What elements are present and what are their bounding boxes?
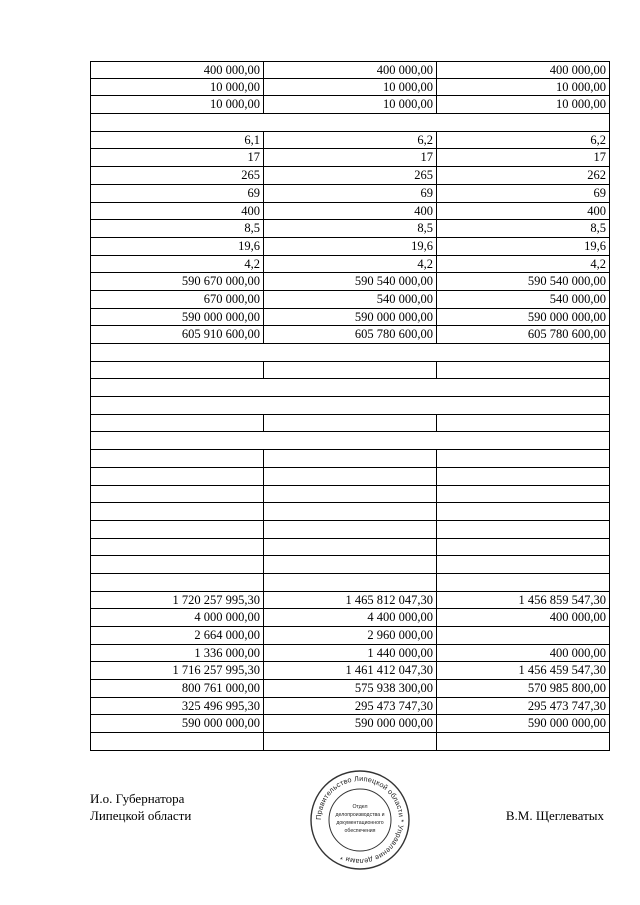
table-row [90,185,610,203]
stamp-center-line1: Отдел [352,804,368,810]
table-row [90,680,610,698]
table-cell: 295 473 747,30 [263,698,436,715]
table-cell: 400 000,00 [263,62,436,78]
table-row [90,132,610,150]
table-cell [91,344,264,361]
table-row [90,149,610,167]
table-cell: 6,2 [436,132,609,149]
table-cell: 1 716 257 995,30 [172,663,260,678]
table-row [90,114,610,132]
table-cell: 69 [247,185,260,200]
table-cell: 265 [263,167,436,184]
table-cell: 1 465 812 047,30 [263,592,436,609]
table-cell: 1 336 000,00 [194,645,260,660]
table-cell: 1 440 000,00 [263,645,436,662]
table-cell [436,556,609,573]
stamp-center-line2: делопроизводства и [335,812,385,818]
table-cell [91,468,263,485]
table-cell: 4 400 000,00 [263,609,436,626]
table-cell [91,521,263,538]
table-cell: 4,2 [436,256,609,273]
table-cell [436,450,609,467]
table-row [90,503,610,521]
stamp-center-line4: обеспечения [344,828,376,834]
table-cell: 605 780 600,00 [436,326,609,343]
table-cell: 670 000,00 [203,291,260,306]
table-row [90,574,610,592]
table-row [90,362,610,380]
table-row [90,609,610,627]
signatory-name: В.М. Щеглеватых [505,808,604,823]
table-cell [91,432,264,449]
table-cell: 590 540 000,00 [436,273,609,290]
table-row [90,273,610,291]
table-cell [436,344,609,361]
table-cell: 4,2 [244,256,260,271]
table-cell [263,733,436,750]
table-cell: 69 [436,185,609,202]
table-cell: 262 [436,167,609,184]
signatory-position [90,790,191,824]
table-row [90,556,610,574]
table-row [90,309,610,327]
table-cell [436,362,609,379]
table-cell [436,432,609,449]
table-cell [91,397,264,414]
table-cell [436,415,609,432]
table-cell: 400 [241,203,260,218]
table-cell [436,627,609,644]
table-row [90,450,610,468]
table-row [90,397,610,415]
signature-block [90,773,610,868]
table-cell: 6,2 [263,132,436,149]
table-row [90,592,610,610]
table-cell: 265 [241,168,260,183]
table-cell: 10 000,00 [436,79,609,96]
table-row [90,662,610,680]
table-row [90,521,610,539]
table-cell [263,415,436,432]
table-cell: 8,5 [436,220,609,237]
table-cell [91,574,263,591]
table-row [90,733,610,751]
table-cell [91,450,263,467]
table-cell: 6,1 [244,132,260,147]
table-cell [263,574,436,591]
table-cell: 570 985 800,00 [436,680,609,697]
table-cell [263,468,436,485]
table-cell: 400 [436,203,609,220]
table-cell: 10 000,00 [210,97,260,112]
stamp-ring-text: Правительство Липецкой области * Управление делами * [313,773,407,867]
table-cell [436,468,609,485]
table-row [90,256,610,274]
table-cell: 4,2 [263,256,436,273]
table-cell: 17 [436,149,609,166]
table-cell: 1 461 412 047,30 [263,662,436,679]
table-cell: 590 000 000,00 [181,716,260,731]
table-cell [91,486,263,503]
table-cell: 540 000,00 [436,291,609,308]
table-row [90,61,610,79]
table-cell [436,503,609,520]
table-cell: 400 000,00 [436,645,609,662]
table-cell: 10 000,00 [436,96,609,113]
table-cell [264,114,437,131]
table-cell [91,379,264,396]
table-cell: 590 000 000,00 [436,715,609,732]
table-cell [436,379,609,396]
table-row [90,698,610,716]
table-cell: 69 [263,185,436,202]
table-row [90,627,610,645]
table-cell [263,486,436,503]
table-cell: 800 761 000,00 [181,681,260,696]
table-cell: 325 496 995,30 [181,698,260,713]
table-cell [264,397,437,414]
table-row [90,220,610,238]
table-cell [263,362,436,379]
table-cell [263,521,436,538]
table-cell: 8,5 [244,221,260,236]
table-row [90,715,610,733]
table-cell: 400 000,00 [436,62,609,78]
table-cell [436,733,609,750]
stamp-center-line3: документационного [336,820,384,826]
table-row [90,415,610,433]
table-row [90,79,610,97]
budget-table [90,61,610,751]
table-row [90,326,610,344]
table-row [90,379,610,397]
table-cell [91,556,263,573]
table-cell: 10 000,00 [210,79,260,94]
table-cell [436,539,609,556]
table-row [90,203,610,221]
table-cell [436,521,609,538]
table-cell [264,432,437,449]
table-cell [436,574,609,591]
official-stamp [308,768,412,872]
table-cell: 19,6 [436,238,609,255]
table-cell [263,539,436,556]
table-cell: 605 780 600,00 [263,326,436,343]
table-row [90,96,610,114]
table-row [90,167,610,185]
table-cell: 295 473 747,30 [436,698,609,715]
signatory-position-line2: Липецкой области [90,808,192,823]
table-cell [264,379,437,396]
table-cell: 4 000 000,00 [194,610,260,625]
table-cell: 590 670 000,00 [181,274,260,289]
table-cell: 400 000,00 [203,63,260,77]
table-cell [91,539,263,556]
table-cell [91,114,264,131]
table-cell: 400 000,00 [436,609,609,626]
table-cell [436,486,609,503]
table-cell: 10 000,00 [263,96,436,113]
table-row [90,238,610,256]
table-cell: 1 456 859 547,30 [436,592,609,609]
table-cell: 590 000 000,00 [263,309,436,326]
table-cell: 2 960 000,00 [263,627,436,644]
signatory-position-line1: И.о. Губернатора [90,791,185,806]
table-row [90,468,610,486]
table-row [90,486,610,504]
table-row [90,344,610,362]
table-cell [91,362,263,379]
table-cell: 17 [247,150,260,165]
table-row [90,291,610,309]
table-cell: 8,5 [263,220,436,237]
table-row [90,432,610,450]
table-cell [436,397,609,414]
table-cell: 605 910 600,00 [181,327,260,342]
table-row [90,645,610,663]
table-cell: 575 938 300,00 [263,680,436,697]
table-cell: 590 540 000,00 [263,273,436,290]
table-cell [263,503,436,520]
table-cell: 17 [263,149,436,166]
table-cell: 590 000 000,00 [436,309,609,326]
table-cell: 19,6 [263,238,436,255]
table-cell [263,556,436,573]
table-row [90,539,610,557]
table-cell: 19,6 [238,238,260,253]
table-cell [91,415,263,432]
table-cell [264,344,437,361]
table-cell: 10 000,00 [263,79,436,96]
table-cell: 1 720 257 995,30 [172,592,260,607]
table-cell: 1 456 459 547,30 [436,662,609,679]
table-cell [263,450,436,467]
table-cell: 590 000 000,00 [181,309,260,324]
table-cell [91,733,263,750]
table-cell [91,503,263,520]
table-cell: 400 [263,203,436,220]
table-cell: 540 000,00 [263,291,436,308]
table-cell: 590 000 000,00 [263,715,436,732]
table-cell: 2 664 000,00 [194,628,260,642]
table-cell [436,114,609,131]
